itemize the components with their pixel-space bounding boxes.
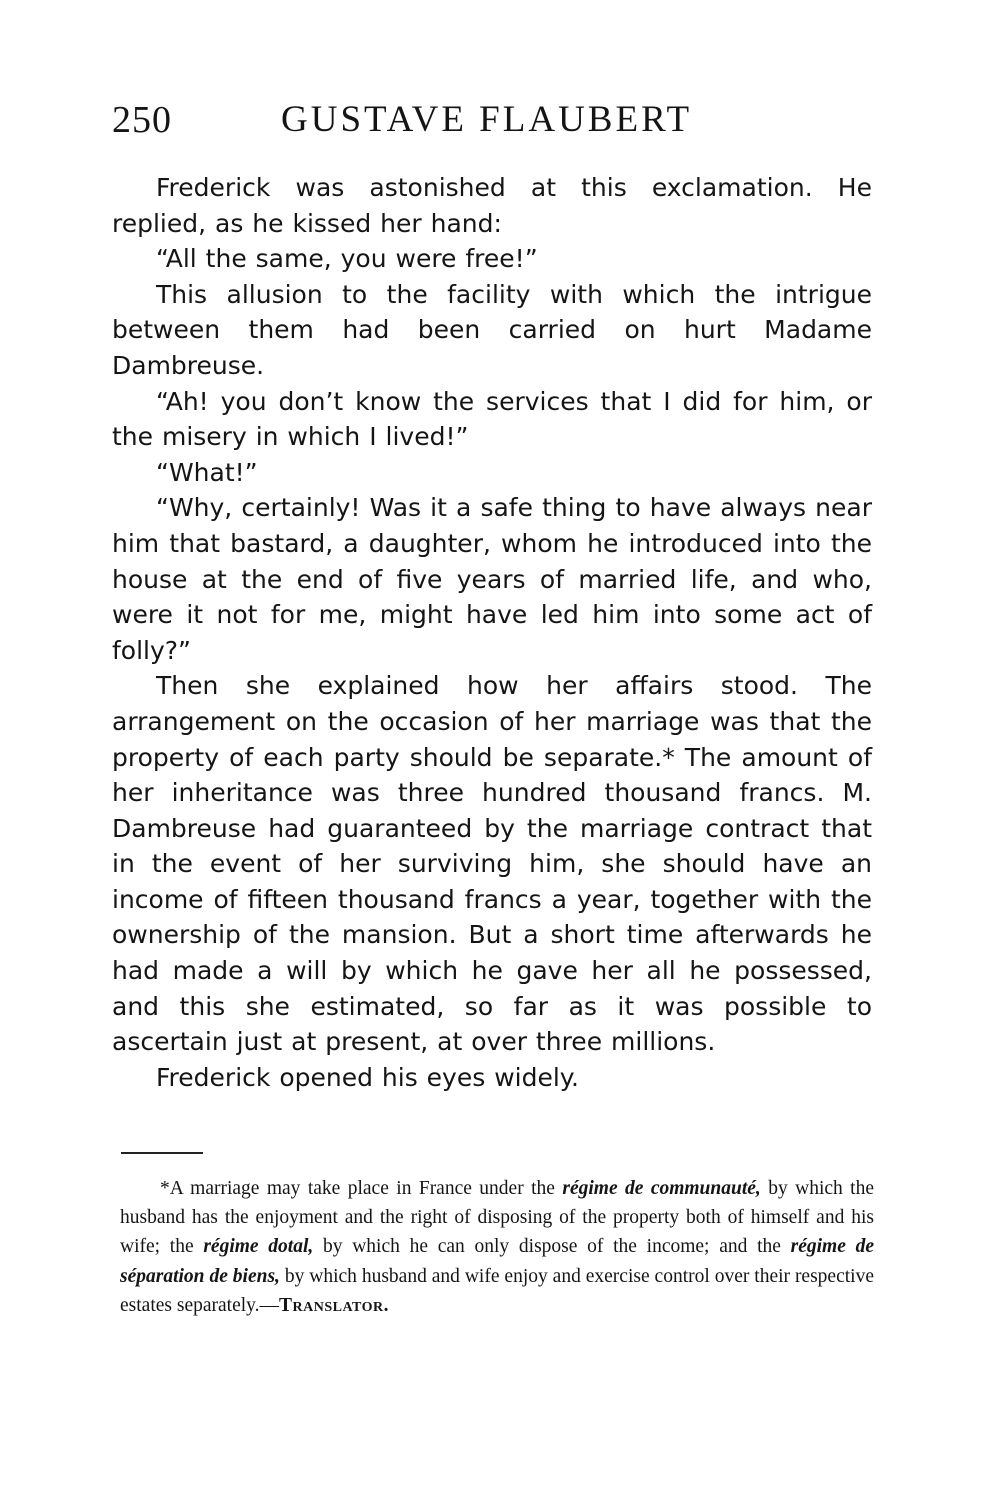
footnote-text [120,1174,874,1320]
paragraph: Frederick opened his eyes widely. [156,1062,579,1092]
footnote [120,1174,874,1320]
footnote-term: régime de séparation de biens, [120,1236,874,1287]
footnote-term: régime de communauté, [562,1178,761,1199]
footnote-signature: Translator. [279,1294,389,1316]
paragraph: This allusion to the facility with which the intrigue between them had been carried on hurt Madame Dambreuse. [112,279,872,380]
paragraph: “Why, certainly! Was it a safe thing to have always near him that bastard, a daughter, whom he introduced into the house at the end of five years of married life, and who, were it not for me, might have led him into some act of folly?” [112,493,872,665]
running-head [108,92,868,142]
paragraph: Then she explained how her affairs stood. The arrangement on the occasion of her marriage was that the property of each party should be separate.* The amount of her inheritance was three hundred thousand francs. M. Dambreuse had guaranteed by the marriage contract that in the event of her surviving him, she should have an income of fifteen thousand francs a year, together with the ownership of the mansion. But a short time afterwards he had made a will by which he gave her all he possessed, and this she estimated, so far as it was possible to ascertain just at present, at over three millions. [112,671,872,1057]
paragraph: Frederick was astonished at this exclamation. He replied, as he kissed her hand: [112,173,872,238]
paragraph: “Ah! you don’t know the services that I did for him, or the misery in which I lived!” [112,386,872,452]
footnote-rule [121,1152,203,1154]
page-number: 250 [112,99,172,141]
paragraph: “All the same, you were free!” [156,244,538,274]
footnote-lead: *A marriage may take place in France under the [160,1178,563,1199]
paragraph: “What!” [156,457,258,487]
body-text [112,170,872,1095]
footnote-segment: by which he can only dispose of the income; and the [313,1236,791,1258]
footnote-segment: by which the husband has the enjoyment and the right of disposing of the property both of himself and his wife; the [120,1178,875,1258]
footnote-term: régime dotal, [203,1236,314,1258]
book-title: GUSTAVE FLAUBERT [281,99,693,140]
footnote-segment: by which husband and wife enjoy and exercise control over their respective estates separately.— [120,1265,874,1316]
